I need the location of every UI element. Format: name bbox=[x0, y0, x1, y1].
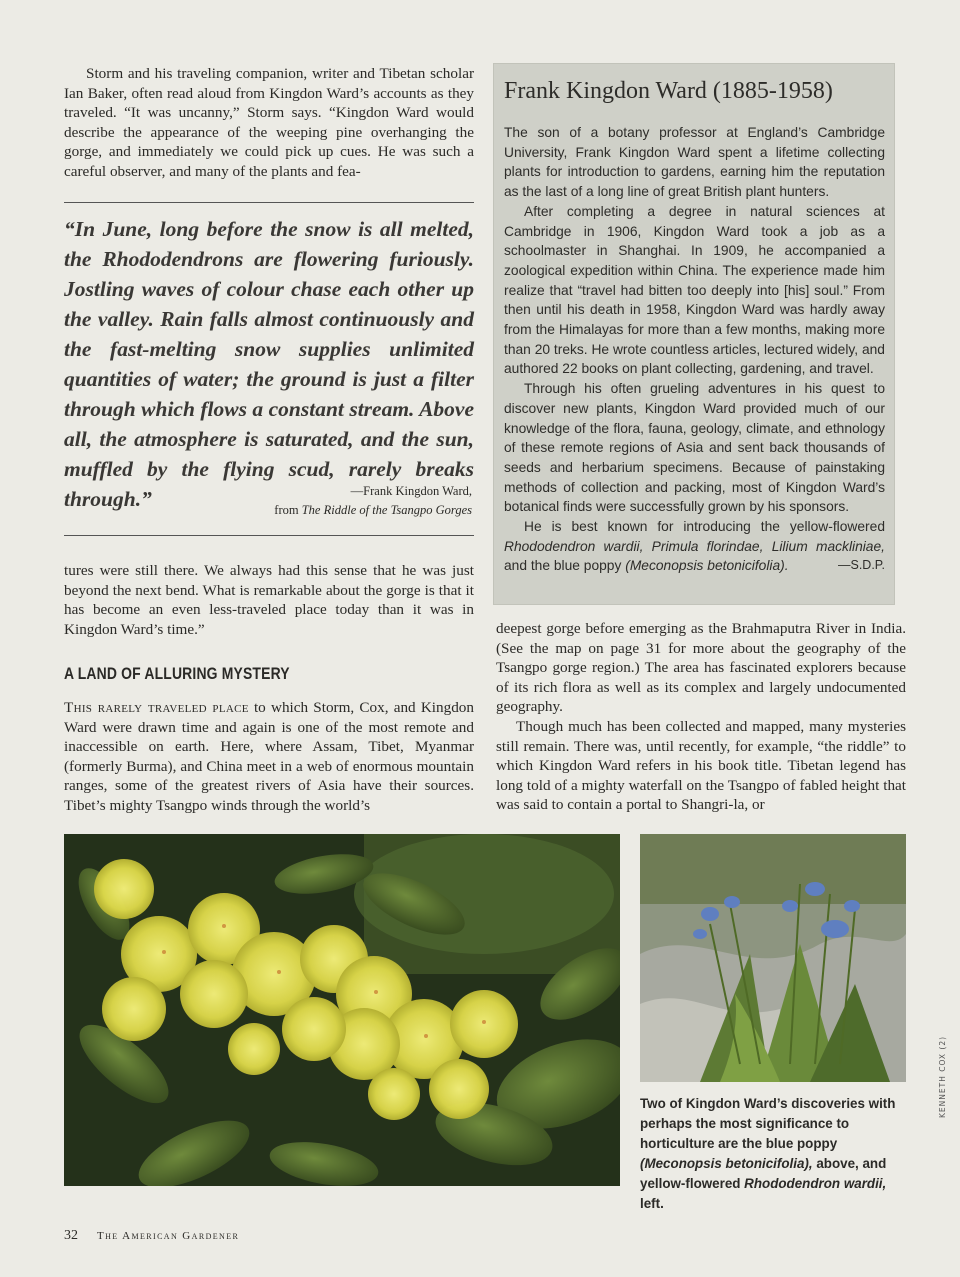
caption-text: Two of Kingdon Ward’s discoveries with perhaps the most significance to horticulture are the blue poppy bbox=[640, 1096, 896, 1151]
sidebar-text: and the blue poppy bbox=[504, 558, 626, 574]
species-names: Rhododendron wardii, Primula florindae, Lilium mackliniae, bbox=[504, 538, 885, 554]
right-column-text bbox=[496, 619, 906, 815]
quote-attribution bbox=[200, 482, 472, 520]
blue-poppy-photo bbox=[640, 834, 906, 1082]
photo-credit: KENNETH COX (2) bbox=[938, 1035, 947, 1118]
caption-text: above, and yellow-flowered bbox=[640, 1156, 887, 1191]
sidebar-paragraph: Through his often grueling adventures in his quest to discover new plants, Kingdon Ward provided much of our knowledge of the flora, fauna, geology, climate, and ethnology of these remote regions of Asia and sent back thousands of seeds and herbarium specimens. Because of painstaking methods of collection and packing, most of Kingdon Ward’s botanical finds were successfully grown by his sponsors. bbox=[504, 381, 885, 515]
sidebar-title: Frank Kingdon Ward (1885-1958) bbox=[504, 78, 833, 104]
section-paragraph bbox=[64, 698, 474, 816]
section-body: to which Storm, Cox, and Kingdon Ward were drawn time and again is one of the most remote and inaccessible on earth. Here, where Assam, Tibet, Myanmar (formerly Burma), and China meet in a web of enormous mountain ranges, some of the greatest rivers of Asia have their sources. Tibet’s mighty Tsangpo winds through the world’s bbox=[64, 699, 474, 814]
sidebar-paragraph: The son of a botany professor at England’s Cambridge University, Frank Kingdon Ward spent a lifetime collecting plants for introduction to gardens, earning him the reputation as the last of a long line of great British plant hunters. bbox=[504, 125, 885, 200]
photo-caption bbox=[640, 1094, 908, 1214]
rhododendron-photo-art bbox=[64, 834, 620, 1186]
attribution-author: —Frank Kingdon Ward, bbox=[350, 484, 472, 498]
rhododendron-photo bbox=[64, 834, 620, 1186]
section-heading: A LAND OF ALLURING MYSTERY bbox=[64, 664, 290, 683]
magazine-name: The American Gardener bbox=[97, 1230, 240, 1242]
page-number: 32 bbox=[64, 1228, 78, 1243]
sidebar-body bbox=[504, 123, 885, 576]
caption-poppy-name: (Meconopsis betonicifolia), bbox=[640, 1156, 813, 1171]
blue-poppy-photo-art bbox=[640, 834, 906, 1082]
right-paragraph: Though much has been collected and mapped, many mysteries still remain. There was, until recently, for example, “the riddle” to which Kingdon Ward refers in his book title. Tibetan legend has long told of a mighty waterfall on the Tsangpo of fabled height that was said to contain a portal to Shangri-la, or bbox=[496, 717, 906, 814]
sidebar-paragraph: After completing a degree in natural sciences at Cambridge in 1906, Kingdon Ward took a job as a schoolmaster in Shanghai. In 1909, he accompanied a zoological expedition within China. The experience made him realize that “travel had bitten too deeply into [his] soul.” From then until his death in 1958, Kingdon Ward was hardly away from the Himalayas for more than a few months, making more than 20 treks. He wrote countless articles, lectured widely, and authored 22 books on plant collecting, gardening, and travel. bbox=[504, 203, 885, 377]
sidebar-text: He is best known for introducing the yellow-flowered bbox=[524, 519, 885, 535]
poppy-name: (Meconopsis betonicifolia). bbox=[625, 558, 789, 574]
caption-text: left. bbox=[640, 1196, 664, 1211]
intro-paragraph: Storm and his traveling companion, writer and Tibetan scholar Ian Baker, often read aloud from Kingdon Ward’s accounts as they traveled. “It was uncanny,” Storm says. “Kingdon Ward would describe the appearance of the weeping pine overhanging the gorge, and immediately we could pick up cues. He was such a careful observer, and many of the plants and fea- bbox=[64, 65, 474, 180]
quote-bottom-rule bbox=[64, 535, 474, 536]
section-lead-in: This rarely traveled place bbox=[64, 699, 249, 716]
attribution-source bbox=[200, 501, 472, 520]
attribution-source-prefix: from bbox=[274, 503, 299, 517]
caption-rhodo-name: Rhododendron wardii, bbox=[744, 1176, 887, 1191]
sidebar-signature: —S.D.P. bbox=[837, 558, 885, 573]
pull-quote: “In June, long before the snow is all melted, the Rhododendrons are flowering furiously. Jostling waves of colour chase each other up the valley. Rain falls almost continuously and the fast-melting snow supplies unlimited quantities of water; the ground is just a filter through which flows a constant stream. Above all, the atmosphere is saturated, and the sun, muffled by the flying scud, rarely breaks through.” bbox=[64, 217, 474, 511]
right-paragraph: deepest gorge before emerging as the Brahmaputra River in India. (See the map on page 31 for more about the geography of the Tsangpo gorge region.) The area has fascinated explorers because of its rich flora as well as its complex and largely undocumented geography. bbox=[496, 620, 906, 716]
sidebar-paragraph bbox=[504, 517, 885, 576]
attribution-source-title: The Riddle of the Tsangpo Gorges bbox=[301, 503, 472, 517]
quote-top-rule bbox=[64, 202, 474, 203]
continuation-paragraph: tures were still there. We always had this sense that he was just beyond the next bend. What is remarkable about the gorge is that it has become an even less-traveled place today than it was in Kingdon Ward’s time.” bbox=[64, 562, 474, 638]
